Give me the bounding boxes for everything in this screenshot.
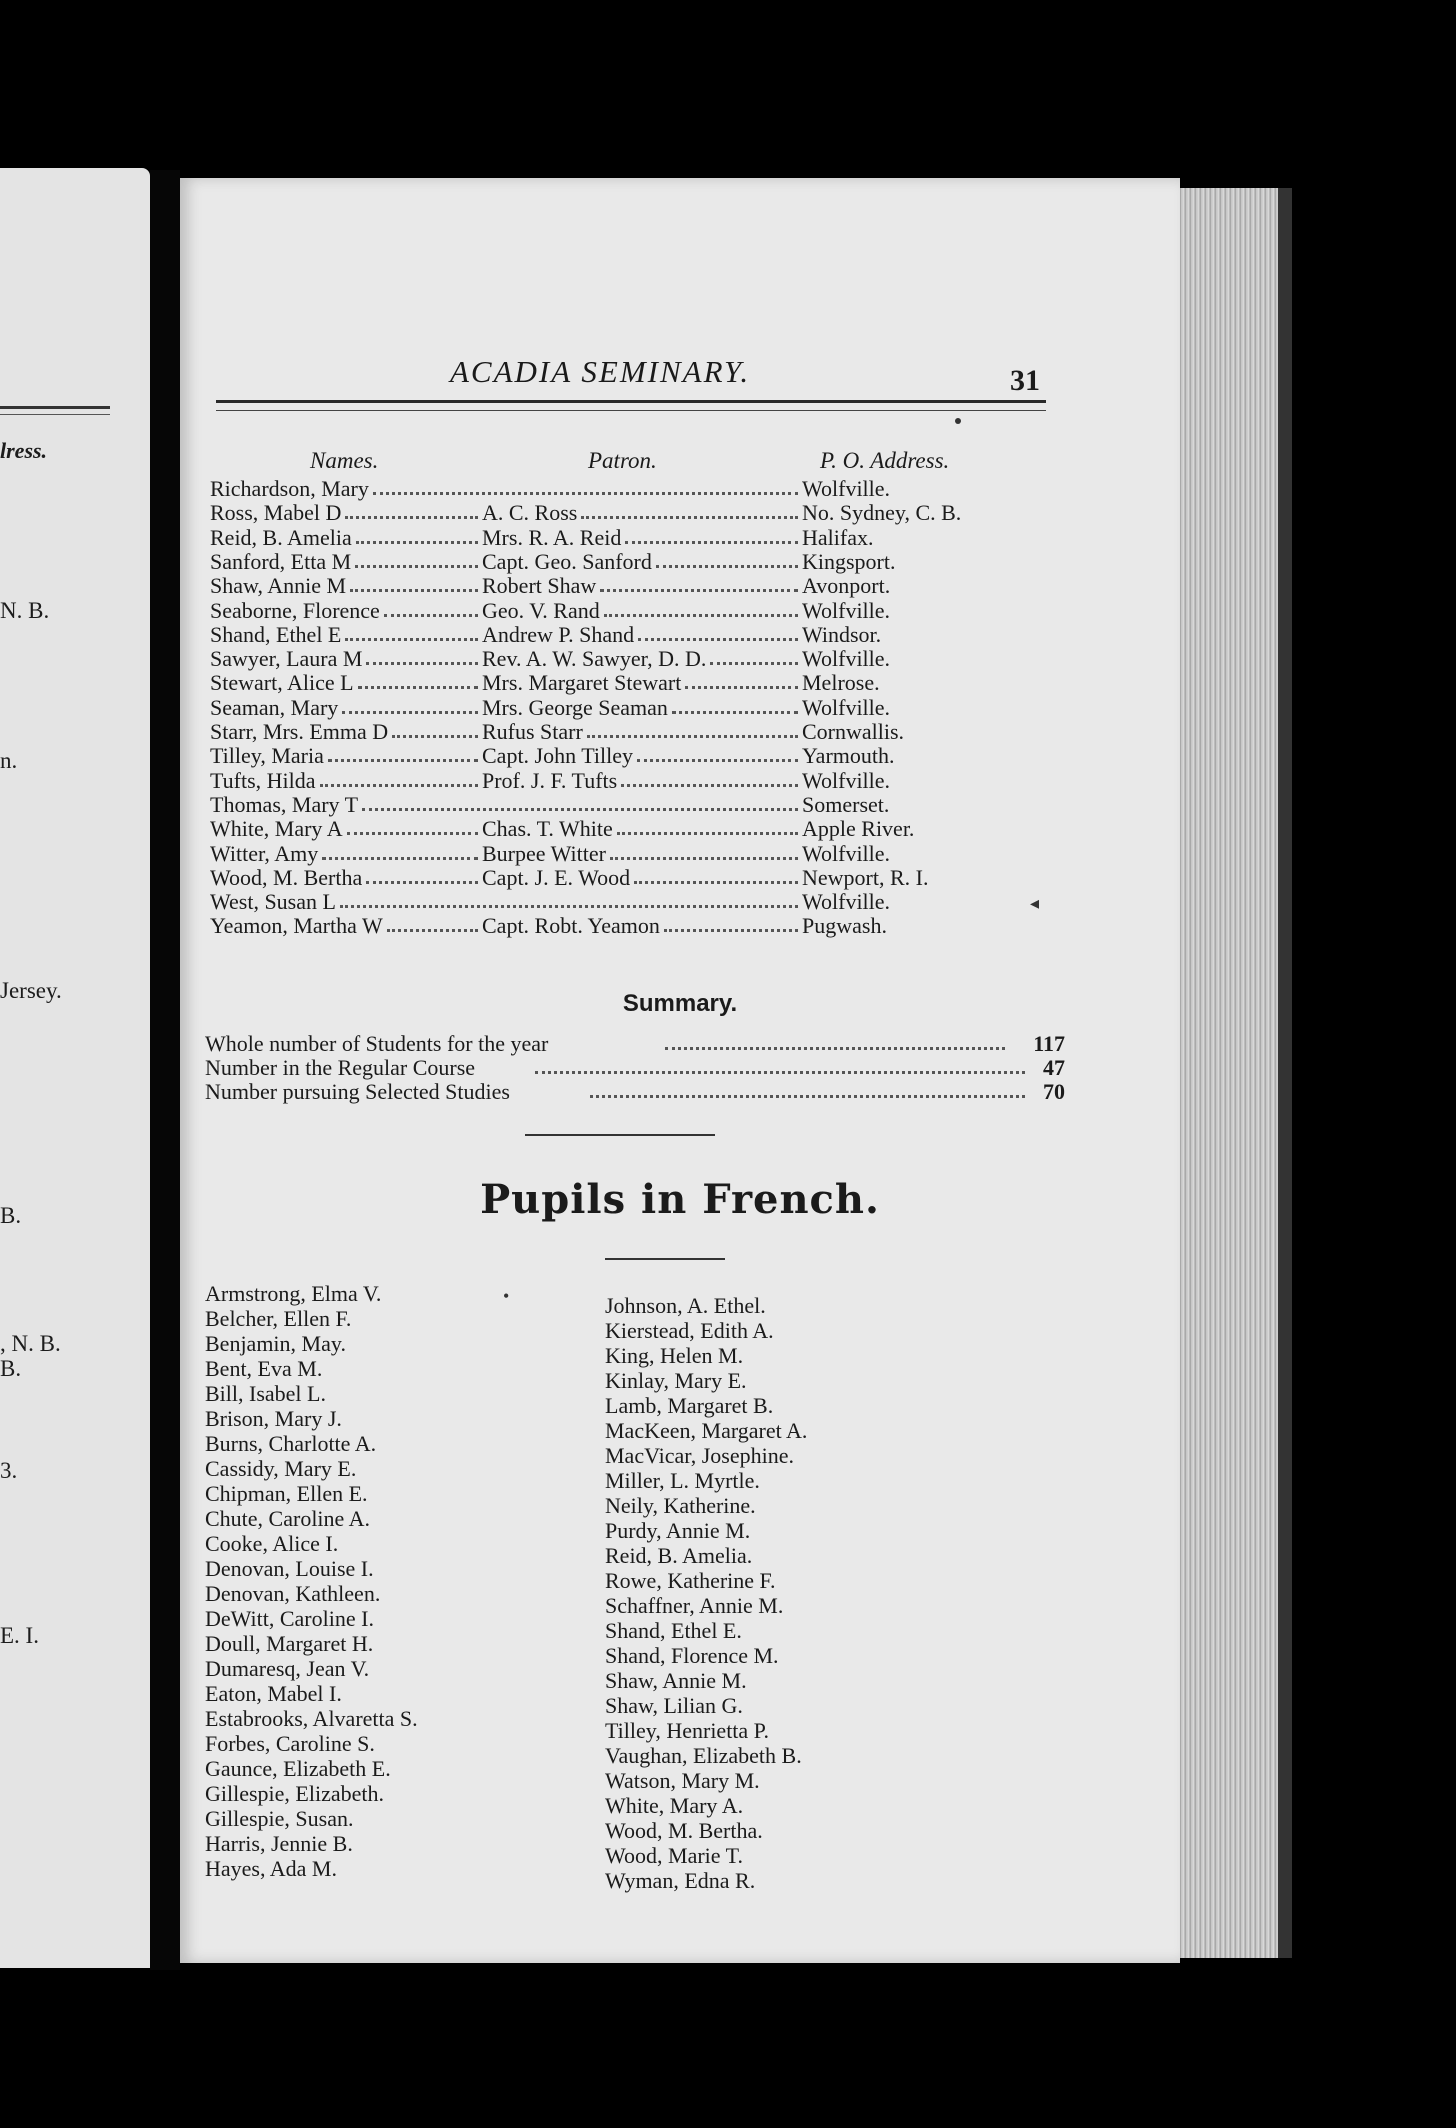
student-row (210, 525, 1070, 549)
student-name: Shand, Ethel E (210, 621, 342, 647)
student-row (210, 889, 1070, 913)
french-pupil: Purdy, Annie M. (605, 1518, 751, 1543)
student-address: Kingsport. (802, 548, 896, 574)
column-header-names: Names. (310, 448, 379, 473)
french-pupil: Watson, Mary M. (605, 1768, 760, 1793)
summary-value: 117 (1033, 1031, 1065, 1056)
french-pupil: Gaunce, Elizabeth E. (205, 1756, 391, 1781)
student-address: Wolfville. (802, 767, 891, 793)
student-patron: Andrew P. Shand (482, 621, 635, 647)
student-row (210, 476, 1070, 500)
student-name: Tilley, Maria (210, 743, 324, 769)
french-pupil: Kierstead, Edith A. (605, 1318, 774, 1343)
student-name: West, Susan L (210, 889, 336, 915)
student-address: Melrose. (802, 670, 880, 696)
column-header-patron: Patron. (588, 448, 657, 473)
student-row (210, 865, 1070, 889)
french-pupil: Hayes, Ada M. (205, 1856, 337, 1881)
student-patron: Chas. T. White (482, 816, 613, 842)
student-name: Tufts, Hilda (210, 767, 316, 793)
french-pupil: Gillespie, Elizabeth. (205, 1781, 384, 1806)
leader-dots (672, 711, 798, 714)
section-divider (605, 1258, 725, 1260)
student-address: Wolfville. (802, 840, 891, 866)
student-address: Wolfville. (802, 646, 891, 672)
student-row (210, 768, 1070, 792)
leader-dots (366, 881, 478, 884)
rule-ornament (955, 418, 961, 424)
summary-row (205, 1055, 1065, 1079)
student-address: Wolfville. (802, 597, 891, 623)
leader-dots (347, 832, 478, 835)
leader-dots (685, 686, 798, 689)
student-row (210, 549, 1070, 573)
section-divider (525, 1134, 715, 1136)
leader-dots (665, 1047, 1005, 1050)
french-pupil: Lamb, Margaret B. (605, 1393, 774, 1418)
student-name: Sanford, Etta M (210, 548, 352, 574)
french-pupil: Wyman, Edna R. (605, 1868, 756, 1893)
french-pupil: Cooke, Alice I. (205, 1531, 339, 1556)
french-pupil: Kinlay, Mary E. (605, 1368, 747, 1393)
student-patron: Rufus Starr (482, 719, 583, 744)
french-pupil: Shaw, Lilian G. (605, 1693, 743, 1718)
student-name: Wood, M. Bertha (210, 864, 363, 890)
summary-label: Number pursuing Selected Studies (205, 1079, 510, 1104)
student-name: Thomas, Mary T (210, 791, 359, 817)
french-list-right (605, 1293, 807, 1893)
french-pupil: Shaw, Annie M. (605, 1668, 747, 1693)
student-address: Halifax. (802, 524, 874, 550)
french-pupil: Bill, Isabel L. (205, 1381, 326, 1406)
student-address: Newport, R. I. (802, 864, 929, 890)
leader-dots (387, 929, 478, 932)
french-pupil: Cassidy, Mary E. (205, 1456, 357, 1481)
student-patron: Rev. A. W. Sawyer, D. D. (482, 646, 707, 672)
leader-dots (656, 565, 798, 568)
french-pupil: MacKeen, Margaret A. (605, 1418, 808, 1443)
student-patron: Mrs. Margaret Stewart (482, 670, 682, 696)
french-pupil: Bent, Eva M. (205, 1356, 323, 1381)
student-address: Wolfville. (802, 889, 891, 915)
student-row (210, 622, 1070, 646)
summary-row (205, 1031, 1065, 1055)
french-pupil: Dumaresq, Jean V. (205, 1656, 370, 1681)
summary-value: 47 (1043, 1055, 1065, 1080)
student-address: Wolfville. (802, 694, 891, 720)
student-address: Somerset. (802, 791, 890, 817)
leader-dots (664, 929, 798, 932)
summary-heading: Summary. (622, 990, 738, 1017)
page-title: ACADIA SEMINARY. (450, 354, 751, 389)
leader-dots (340, 905, 798, 908)
left-fragment: lress. (0, 438, 48, 463)
student-patron: Capt. Geo. Sanford (482, 548, 652, 574)
student-row (210, 500, 1070, 524)
french-pupil: Belcher, Ellen F. (205, 1306, 352, 1331)
french-pupil: Wood, Marie T. (605, 1843, 743, 1868)
leader-dots (350, 589, 478, 592)
student-name: White, Mary A (210, 816, 343, 842)
leader-dots (366, 662, 478, 665)
french-pupil: Tilley, Henrietta P. (605, 1718, 769, 1743)
french-pupil: Schaffner, Annie M. (605, 1593, 784, 1618)
student-row (210, 719, 1070, 743)
summary-label: Number in the Regular Course (205, 1055, 476, 1080)
leader-dots (356, 541, 478, 544)
left-fragment: n. (0, 748, 18, 773)
leader-dots (610, 857, 798, 860)
student-patron: Mrs. R. A. Reid (482, 524, 622, 550)
leader-dots (587, 735, 798, 738)
leader-dots (345, 638, 478, 641)
student-patron: A. C. Ross (482, 500, 578, 526)
french-pupil: DeWitt, Caroline I. (205, 1606, 374, 1631)
leader-dots (637, 759, 798, 762)
leader-dots (604, 614, 798, 617)
student-patron: Burpee Witter (482, 840, 606, 866)
student-name: Reid, B. Amelia (210, 524, 352, 550)
french-pupil: Burns, Charlotte A. (205, 1431, 377, 1456)
french-pupil: Denovan, Kathleen. (205, 1581, 381, 1606)
left-fragment: Jersey. (0, 978, 62, 1003)
student-address: Pugwash. (802, 913, 887, 939)
leader-dots (621, 784, 798, 787)
french-pupil: Vaughan, Elizabeth B. (605, 1743, 802, 1768)
leader-dots (320, 784, 478, 787)
student-address: No. Sydney, C. B. (802, 500, 962, 526)
student-row (210, 913, 1070, 937)
student-name: Stewart, Alice L (210, 670, 354, 696)
left-rule (0, 414, 110, 415)
student-name: Shaw, Annie M (210, 573, 347, 599)
french-pupil: King, Helen M. (605, 1343, 744, 1368)
french-pupil: Doull, Margaret H. (205, 1631, 374, 1656)
french-pupil: Gillespie, Susan. (205, 1806, 354, 1831)
leader-dots (362, 808, 798, 811)
french-list-left (205, 1281, 418, 1881)
student-patron: Capt. John Tilley (482, 743, 633, 769)
leader-dots (638, 638, 798, 641)
french-pupil: Rowe, Katherine F. (605, 1568, 776, 1593)
leader-dots (345, 516, 478, 519)
student-address: Windsor. (802, 621, 882, 647)
student-row (210, 695, 1070, 719)
student-name: Ross, Mabel D (210, 500, 342, 526)
summary-label: Whole number of Students for the year (205, 1031, 549, 1056)
french-pupil: White, Mary A. (605, 1793, 744, 1818)
leader-dots (328, 759, 478, 762)
french-pupil: Shand, Ethel E. (605, 1618, 742, 1643)
page-stack-edges (1172, 188, 1292, 1958)
french-pupil: Benjamin, May. (205, 1331, 346, 1356)
student-patron: Capt. J. E. Wood (482, 864, 631, 890)
student-row (210, 816, 1070, 840)
leader-dots (342, 711, 478, 714)
french-pupil: Armstrong, Elma V. (205, 1281, 382, 1306)
left-fragment: 3. (0, 1458, 18, 1483)
student-address: Cornwallis. (802, 719, 905, 744)
summary-value: 70 (1043, 1079, 1065, 1104)
french-pupil: Chute, Caroline A. (205, 1506, 370, 1531)
student-name: Seaman, Mary (210, 694, 339, 720)
student-patron: Capt. Robt. Yeamon (482, 913, 660, 939)
french-heading: Pupils in French. (480, 1176, 880, 1223)
student-patron: Robert Shaw (482, 573, 597, 599)
french-pupil: Johnson, A. Ethel. (605, 1293, 766, 1318)
student-name: Yeamon, Martha W (210, 913, 383, 939)
student-name: Richardson, Mary (210, 476, 369, 501)
leader-dots (535, 1071, 1025, 1074)
leader-dots (625, 541, 798, 544)
student-name: Sawyer, Laura M (210, 646, 363, 672)
left-page-edge (0, 168, 150, 1968)
student-patron: Mrs. George Seaman (482, 694, 668, 720)
leader-dots (600, 589, 798, 592)
leader-dots (358, 686, 478, 689)
left-fragment: N. B. (0, 598, 50, 623)
student-address: Yarmouth. (802, 743, 895, 769)
student-row (210, 598, 1070, 622)
leader-dots (373, 492, 798, 495)
student-address: Avonport. (802, 573, 891, 599)
student-address: Wolfville. (802, 476, 891, 501)
french-pupil: Miller, L. Myrtle. (605, 1468, 760, 1493)
student-row (210, 646, 1070, 670)
student-name: Witter, Amy (210, 840, 319, 866)
leader-dots (392, 735, 478, 738)
leader-dots (384, 614, 478, 617)
left-fragment: B. (0, 1203, 22, 1228)
leader-dots (634, 881, 798, 884)
student-row (210, 573, 1070, 597)
french-pupil: Harris, Jennie B. (205, 1831, 353, 1856)
french-pupil: Chipman, Ellen E. (205, 1481, 368, 1506)
header-rule (216, 410, 1046, 411)
student-name: Starr, Mrs. Emma D (210, 719, 389, 744)
leader-dots (355, 565, 478, 568)
left-fragment: B. (0, 1356, 22, 1381)
student-patron: Geo. V. Rand (482, 597, 600, 623)
summary-row (205, 1079, 1065, 1103)
left-fragment: E. I. (0, 1623, 39, 1648)
french-pupil: MacVicar, Josephine. (605, 1443, 795, 1468)
french-pupil: Eaton, Mabel I. (205, 1681, 342, 1706)
document-page (180, 178, 1180, 1963)
header-rule (216, 400, 1046, 403)
french-pupil: Reid, B. Amelia. (605, 1543, 753, 1568)
book-gutter (150, 170, 180, 1970)
student-row (210, 743, 1070, 767)
student-row (210, 670, 1070, 694)
stray-mark: ◂ (1030, 893, 1040, 913)
student-row (210, 792, 1070, 816)
leader-dots (710, 662, 798, 665)
left-rule (0, 406, 110, 409)
leader-dots (581, 516, 798, 519)
page-number: 31 (1010, 364, 1040, 397)
column-header-address: P. O. Address. (820, 448, 950, 473)
french-pupil: Wood, M. Bertha. (605, 1818, 763, 1843)
french-pupil: Neily, Katherine. (605, 1493, 756, 1518)
student-patron: Prof. J. F. Tufts (482, 767, 618, 793)
student-row (210, 841, 1070, 865)
french-pupil: Shand, Florence M. (605, 1643, 779, 1668)
leader-dots (322, 857, 478, 860)
student-address: Apple River. (802, 816, 915, 842)
french-pupil: Brison, Mary J. (205, 1406, 342, 1431)
french-pupil: Denovan, Louise I. (205, 1556, 374, 1581)
left-fragment: , N. B. (0, 1331, 61, 1356)
leader-dots (590, 1095, 1025, 1098)
stray-mark: • (503, 1286, 510, 1306)
leader-dots (617, 832, 798, 835)
french-pupil: Estabrooks, Alvaretta S. (205, 1706, 418, 1731)
student-name: Seaborne, Florence (210, 597, 380, 623)
french-pupil: Forbes, Caroline S. (205, 1731, 375, 1756)
